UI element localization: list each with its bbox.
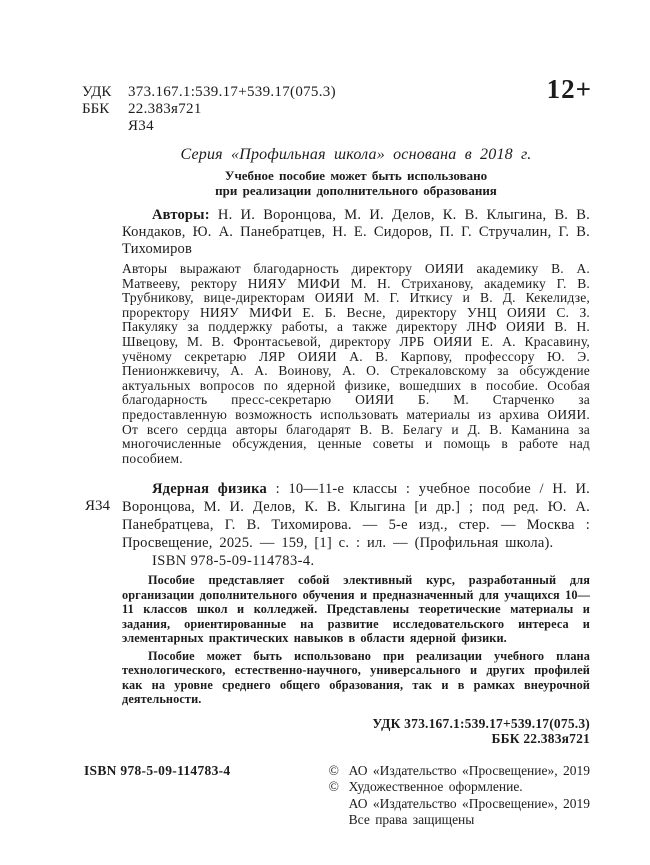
udk-row	[82, 84, 590, 101]
annotation-paragraph-1: Пособие представляет собой элективный курс, разработанный для организации дополнительного обучения и предназначенный для учащихся 10—11 классов школ и колледжей. Представлены теоретические материалы и задания, ориентированные на развитие исследовательского интереса и элементарных практических навыков в области ядерной физики.	[122, 573, 590, 646]
copyright-line	[329, 812, 590, 829]
usage-note	[122, 168, 590, 198]
classification-codes-block	[82, 84, 590, 135]
biblio-description: : 10—11-е классы : учебное пособие / Н. И. Воронцова, М. И. Делов, К. В. Клыгина [и др.] ; под ред. Ю. А. Панебратцева, Г. В. Тихомирова. — 5-е изд., стер. — Москва : Просвещение, 2025. — 159, [1] с. : ил. — (Профильная школа).	[122, 481, 590, 552]
authors-paragraph	[122, 207, 590, 258]
bottom-udk: УДК 373.167.1:539.17+539.17(075.3)	[372, 715, 590, 731]
footer-row	[84, 762, 590, 829]
biblio-isbn-line: ISBN 978-5-09-114783-4.	[152, 553, 315, 570]
author-sign-spacer	[82, 118, 128, 135]
bbk-row	[82, 101, 590, 118]
authors-names: Н. И. Воронцова, М. И. Делов, К. В. Клыгина, В. В. Кондаков, Ю. А. Панебратцев, Н. Е. Сидоров, П. Г. Стручалин, Г. В. Тихомиров	[122, 207, 590, 257]
author-sign-row	[82, 118, 590, 135]
series-statement: Серия «Профильная школа» основана в 2018 г.	[180, 146, 532, 163]
copyright-symbol	[329, 796, 349, 813]
author-sign: Я34	[128, 118, 154, 134]
copyright-symbol: ©	[328, 762, 339, 778]
copyright-block	[329, 763, 590, 829]
page-content	[82, 84, 590, 829]
copyright-text: Все права защищены	[348, 812, 475, 828]
bibliographic-entry	[122, 480, 590, 552]
bbk-label: ББК	[82, 101, 110, 117]
annotation-paragraph-2: Пособие может быть использовано при реализации учебного плана технологического, естественно-научного, универсального и других профилей как на уровне среднего общего образования, так и в рамках внеурочной деятельности.	[122, 648, 590, 707]
udk-value: 373.167.1:539.17+539.17(075.3)	[128, 84, 336, 100]
biblio-title: Ядерная физика	[152, 481, 267, 498]
bottom-bbk: ББК 22.383я721	[491, 731, 590, 747]
acknowledgment-paragraph: Авторы выражают благодарность директору ОИЯИ академику В. А. Матвееву, ректору НИЯУ МИФИ М. Н. Стриханову, академику Г. В. Трубникову, вице-директорам ОИЯИ М. Г. Иткису и В. Д. Кекелидзе, проректору НИЯУ МИФИ Е. Б. Весне, директору УНЦ ОИЯИ С. З. Пакуляку за поддержку работы, а также директору ЛНФ ОИЯИ В. Н. Швецову, М. В. Фронтасьевой, директору ЛРБ ОИЯИ Е. А. Красавину, учёному секретарю ЛЯР ОИЯИ А. В. Карпову, профессору Ю. Э. Пенионжкевичу, А. А. Воинову, А. О. Стрекаловскому за обсуждение актуальных вопросов по ядерной физике, вошедших в пособие. Особая благодарность пресс-секретарю ОИЯИ Б. М. Старченко за предоставленную возможность использовать материалы из архива ОИЯИ. От всего сердца авторы благодарят В. В. Белагу и Д. В. Каманина за многочисленные обсуждения, ценные советы и помощь в работе над пособием.	[122, 261, 590, 466]
footer-isbn: ISBN 978-5-09-114783-4	[84, 762, 231, 778]
bibliographic-block	[85, 480, 590, 570]
age-rating-badge: 12+	[546, 74, 592, 104]
copyright-line	[329, 796, 590, 813]
copyright-line	[329, 779, 590, 796]
copyright-symbol	[329, 812, 349, 829]
udk-label: УДК	[82, 84, 112, 100]
copyright-text: АО «Издательство «Просвещение», 2019	[348, 762, 590, 778]
bottom-classification-codes	[122, 716, 590, 747]
copyright-text: Художественное оформление.	[348, 779, 523, 795]
copyright-text: АО «Издательство «Просвещение», 2019	[348, 795, 590, 811]
authors-label: Авторы:	[152, 207, 210, 223]
bbk-value: 22.383я721	[128, 101, 202, 117]
copyright-symbol: ©	[328, 779, 339, 795]
copyright-line	[329, 763, 590, 780]
usage-note-line-1: Учебное пособие может быть использовано	[224, 168, 488, 183]
usage-note-line-2: при реализации дополнительного образования	[215, 183, 497, 198]
biblio-author-sign: Я34	[85, 498, 111, 515]
